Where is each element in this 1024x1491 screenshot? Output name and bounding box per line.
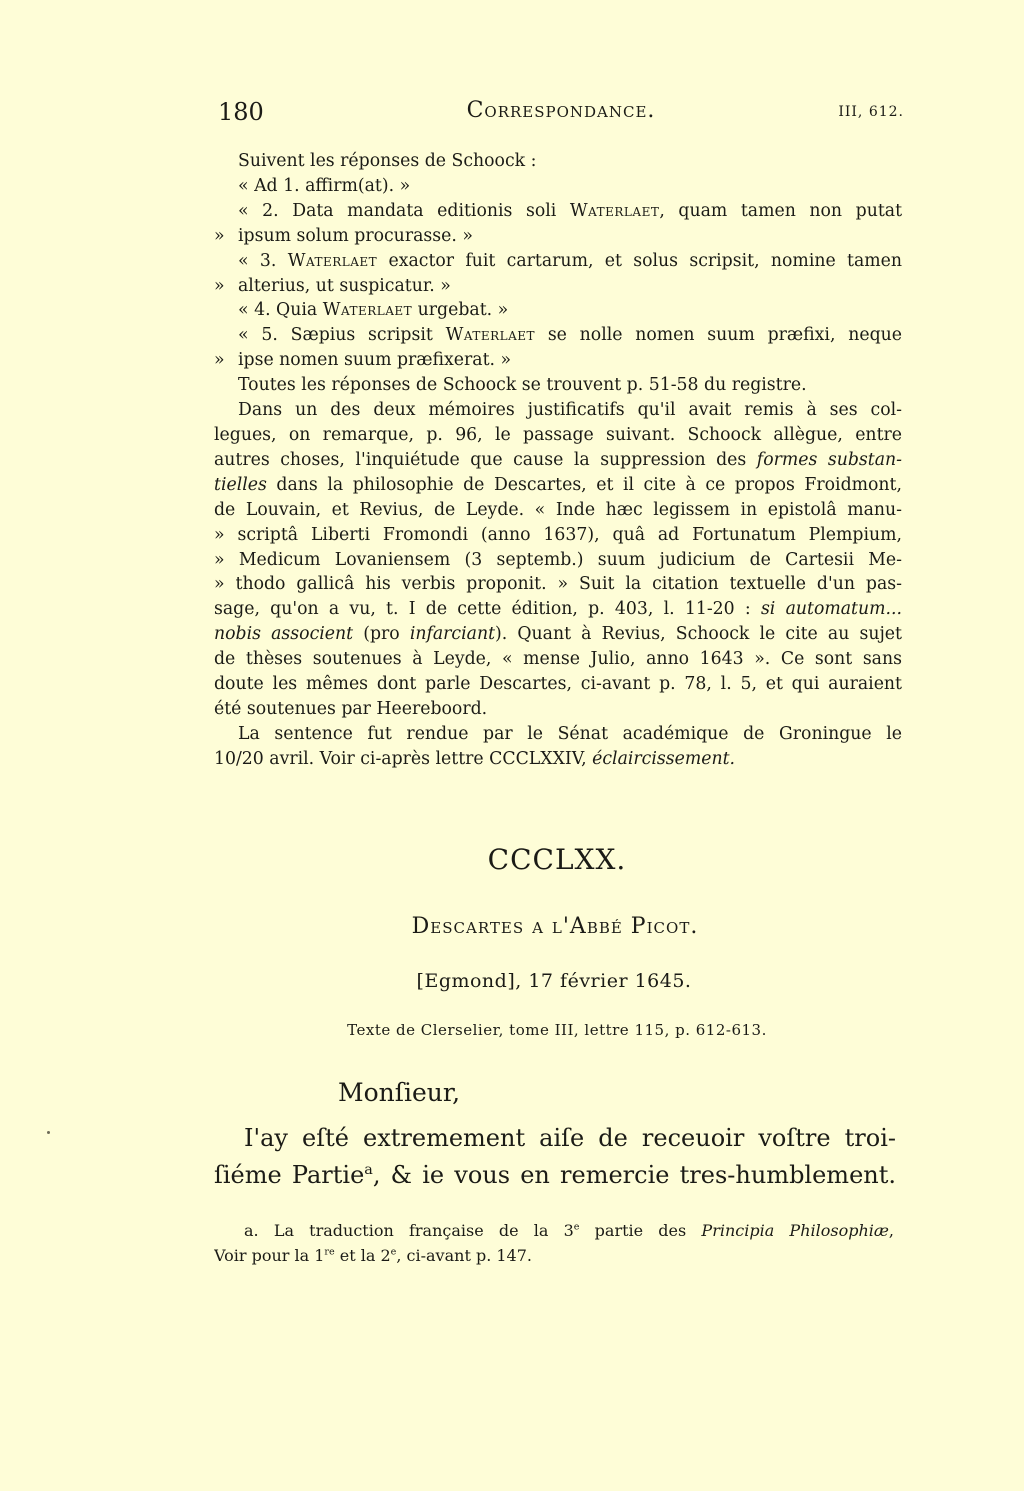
text-line: « Ad 1. affirm(at). » [238,175,411,196]
salutation: Monſieur, [338,1078,461,1107]
text-line: » ipse nomen suum præfixerat. » [214,350,512,371]
text-line: de thèses soutenues à Leyde, « mense Julio, anno 1643 ». Ce sont sans [214,649,902,670]
text-line: tielles dans la philosophie de Descartes, et il cite à ce propos Froidmont, [214,474,902,495]
footnote-line: Voir pour la 1re et la 2e, ci-avant p. 147. [214,1246,532,1265]
notes-block [214,149,902,772]
text-line: « 5. Sæpius scripsit Waterlaet se nolle nomen suum præfixi, neque [238,325,902,346]
text-line: » alterius, ut suspicatur. » [214,275,451,296]
text-line: de Louvain, et Revius, de Leyde. « Inde hæc legissem in epistolâ manu- [214,499,902,520]
footnote-marker: a [364,1162,373,1178]
text-line: » ipsum solum procurasse. » [214,225,473,246]
text-line: sage, qu'on a vu, t. I de cette édition, p. 403, l. 11-20 : si automatum... [214,599,902,620]
text-line: autres choses, l'inquiétude que cause la suppression des formes substan- [214,449,902,470]
text-line: » scriptâ Liberti Fromondi (anno 1637), quâ ad Fortunatum Plempium, [214,524,902,545]
folio-reference: III, 612. [838,104,904,120]
text-line: Suivent les réponses de Schoock : [238,151,537,171]
text-line: Toutes les réponses de Schoock se trouvent p. 51-58 du registre. [238,375,807,396]
text-line: doute les mêmes dont parle Descartes, ci-avant p. 78, l. 5, et qui auraient [214,674,902,695]
footnote-line: a. La traduction française de la 3e partie des Principia Philosophiæ, [244,1221,894,1240]
letter-body-line: I'ay eſté extremement aiſe de receuoir voſtre troi- [244,1124,896,1152]
letter-body-line: ſiéme Partie$^a$, & ie vous en remercie tres-humblement. [214,1161,896,1189]
ink-speck [47,1131,50,1134]
text-line: « 3. Waterlaet exactor fuit cartarum, et solus scripsit, nomine tamen [238,250,902,271]
running-header [218,98,904,138]
letter-heading: Descartes a l'Abbé Picot. [411,914,699,939]
letter-number: CCCLXX. [487,843,627,876]
text-line: 10/20 avril. Voir ci-après lettre CCCLXXIV, éclaircissement. [214,748,736,769]
text-line: » Medicum Lovaniensem (3 septemb.) suum judicium de Cartesii Me- [214,549,902,570]
letter-body [214,1120,896,1194]
footnote [214,1218,894,1268]
text-line: « 2. Data mandata editionis soli Waterlaet, quam tamen non putat [238,200,902,221]
text-line: été soutenues par Heereboord. [214,698,488,719]
text-line: Dans un des deux mémoires justificatifs qu'il avait remis à ses col- [238,400,902,421]
text-line: » thodo gallicâ his verbis proponit. » Suit la citation textuelle d'un pas- [214,574,902,595]
text-line: « 4. Quia Waterlaet urgebat. » [238,300,509,321]
text-line: nobis associent (pro infarciant). Quant à Revius, Schoock le cite au sujet [214,624,902,645]
text-line: legues, on remarque, p. 96, le passage suivant. Schoock allègue, entre [214,424,902,445]
page-number: 180 [218,98,264,126]
letter-source: Texte de Clerselier, tome III, lettre 115, p. 612-613. [347,1021,767,1039]
text-line: La sentence fut rendue par le Sénat académique de Groningue le [238,723,902,744]
letter-date: [Egmond], 17 février 1645. [416,970,692,992]
running-title: Correspondance. [466,98,656,123]
